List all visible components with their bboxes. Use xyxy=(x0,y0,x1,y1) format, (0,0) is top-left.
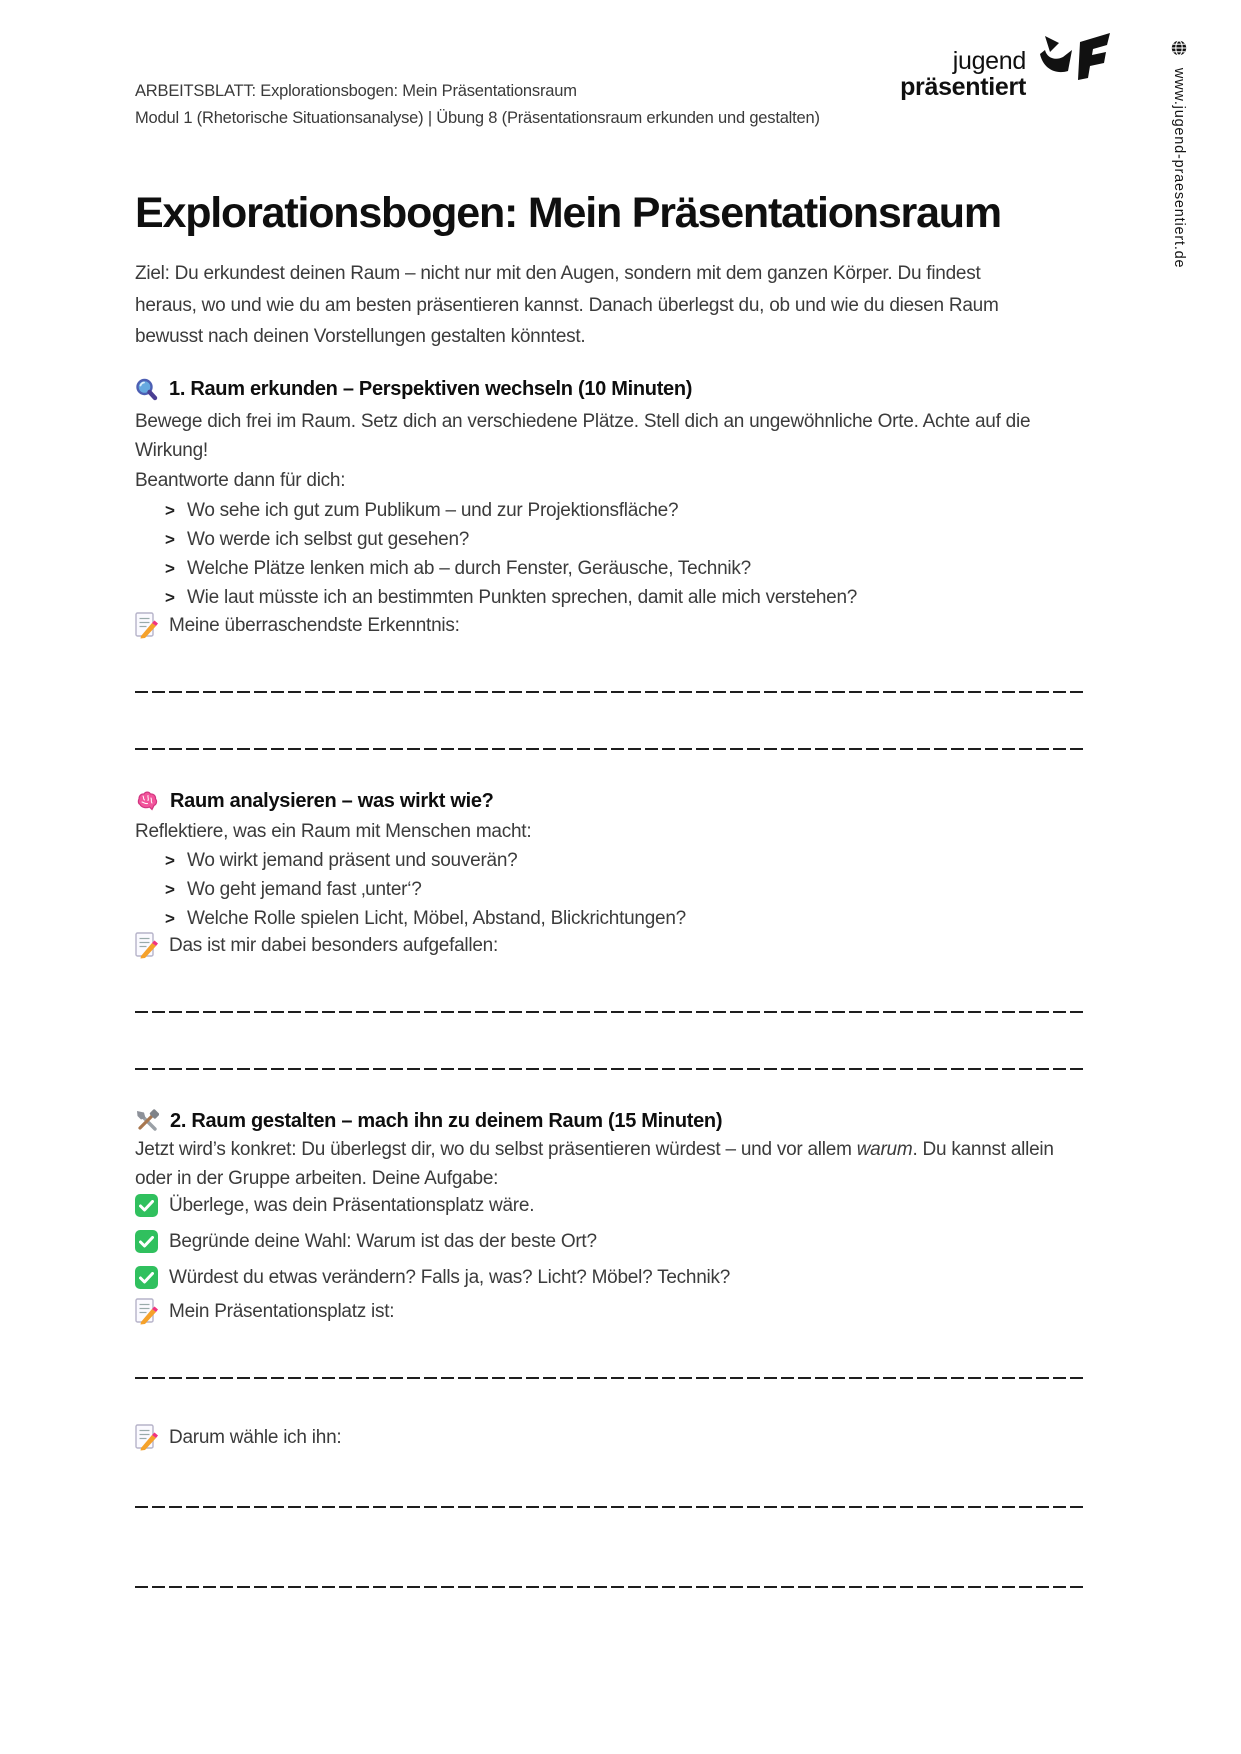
header-line-module: Modul 1 (Rhetorische Situationsanalyse) | Übung 8 (Präsentationsraum erkunden und gestalten) xyxy=(135,109,820,127)
list-item xyxy=(135,583,857,612)
logo-word-jugend: jugend xyxy=(952,47,1026,75)
chevron-bullet-icon: > xyxy=(165,559,175,578)
jugend-praesentiert-logo xyxy=(900,30,1113,100)
list-item xyxy=(135,525,469,554)
memo-pencil-icon xyxy=(135,932,159,967)
list-item xyxy=(135,496,678,525)
task-text: Überlege, was dein Präsentationsplatz wäre. xyxy=(169,1195,535,1216)
section1-heading: 1. Raum erkunden – Perspektiven wechseln (10 Minuten) xyxy=(169,378,693,400)
section2-lead-in: Reflektiere, was ein Raum mit Menschen macht: xyxy=(135,821,532,842)
task-item xyxy=(135,1228,597,1255)
task-text: Begründe deine Wahl: Warum ist das der beste Ort? xyxy=(169,1231,597,1252)
prompt-row xyxy=(135,612,460,647)
write-in-line xyxy=(135,691,1085,693)
emphasized-word: warum xyxy=(856,1139,913,1160)
section2-heading: Raum analysieren – was wirkt wie? xyxy=(170,790,494,812)
section2-heading-row xyxy=(135,786,494,816)
section1-lead-in: Beantworte dann für dich: xyxy=(135,470,346,491)
brain-icon xyxy=(135,790,159,812)
prompt-row xyxy=(135,1298,394,1333)
list-item xyxy=(135,846,517,875)
task-item xyxy=(135,1264,730,1291)
check-icon xyxy=(135,1266,158,1289)
write-in-line xyxy=(135,1377,1085,1379)
globe-icon xyxy=(1171,40,1187,56)
site-url-vertical xyxy=(1171,40,1187,268)
chevron-bullet-icon: > xyxy=(165,588,175,607)
bullet-text: Wie laut müsste ich an bestimmten Punkten sprechen, damit alle mich verstehen? xyxy=(187,587,858,608)
document-header xyxy=(135,78,820,132)
list-item xyxy=(135,904,686,933)
bullet-text: Wo geht jemand fast ‚unter‘? xyxy=(187,879,422,900)
logo-word-praesentiert: präsentiert xyxy=(900,73,1026,101)
memo-pencil-icon xyxy=(135,612,159,647)
bullet-text: Welche Rolle spielen Licht, Möbel, Abstand, Blickrichtungen? xyxy=(187,908,686,929)
list-item xyxy=(135,875,422,904)
section1-heading-row xyxy=(135,374,692,404)
header-line-worksheet: ARBEITSBLATT: Explorationsbogen: Mein Präsentationsraum xyxy=(135,82,577,100)
paragraph-text: . Du kannst allein oder in der Gruppe arbeiten. Deine Aufgabe: xyxy=(135,1139,1054,1189)
chevron-bullet-icon: > xyxy=(165,530,175,549)
section3-heading: 2. Raum gestalten – mach ihn zu deinem Raum (15 Minuten) xyxy=(170,1110,723,1132)
list-item xyxy=(135,554,751,583)
write-in-line xyxy=(135,1506,1085,1508)
bullet-text: Wo wirkt jemand präsent und souverän? xyxy=(187,850,518,871)
paragraph-text: Jetzt wird’s konkret: Du überlegst dir, wo du selbst präsentieren würdest – und vor allem xyxy=(135,1139,857,1160)
intro-paragraph: Ziel: Du erkundest deinen Raum – nicht nur mit den Augen, sondern mit dem ganzen Körper. Du findest heraus, wo und wie du am besten präsentieren kannst. Danach überlegst du, ob und wie du diesen Raum bewusst nach deinen Vorstellungen gestalten könntest. xyxy=(135,263,999,347)
task-item xyxy=(135,1192,534,1219)
memo-pencil-icon xyxy=(135,1298,159,1333)
write-in-line xyxy=(135,748,1085,750)
section3-paragraph xyxy=(135,1136,1085,1193)
site-url-text: www.jugend-praesentiert.de xyxy=(1171,67,1187,269)
chevron-bullet-icon: > xyxy=(165,501,175,520)
check-icon xyxy=(135,1230,158,1253)
logo-wordmark xyxy=(900,30,1026,100)
hammer-wrench-icon xyxy=(135,1109,159,1133)
bullet-text: Wo werde ich selbst gut gesehen? xyxy=(187,529,470,550)
prompt-row xyxy=(135,1424,341,1459)
memo-pencil-icon xyxy=(135,1424,159,1459)
jugend-praesentiert-logo-mark-icon xyxy=(1035,30,1113,95)
magnifier-icon xyxy=(135,378,158,401)
bullet-text: Wo sehe ich gut zum Publikum – und zur Projektionsfläche? xyxy=(187,500,679,521)
check-icon xyxy=(135,1194,158,1217)
chevron-bullet-icon: > xyxy=(165,880,175,899)
write-in-line xyxy=(135,1068,1085,1070)
write-in-line xyxy=(135,1586,1085,1588)
write-in-line xyxy=(135,1011,1085,1013)
section1-paragraph: Bewege dich frei im Raum. Setz dich an verschiedene Plätze. Stell dich an ungewöhnliche Orte. Achte auf die Wirkung! xyxy=(135,411,1031,461)
chevron-bullet-icon: > xyxy=(165,851,175,870)
task-text: Würdest du etwas verändern? Falls ja, was? Licht? Möbel? Technik? xyxy=(169,1267,731,1288)
chevron-bullet-icon: > xyxy=(165,909,175,928)
prompt-row xyxy=(135,932,498,967)
prompt-label: Meine überraschendste Erkenntnis: xyxy=(169,615,460,636)
prompt-label: Darum wähle ich ihn: xyxy=(169,1427,342,1448)
section3-heading-row xyxy=(135,1106,722,1136)
prompt-label: Mein Präsentationsplatz ist: xyxy=(169,1301,395,1322)
bullet-text: Welche Plätze lenken mich ab – durch Fenster, Geräusche, Technik? xyxy=(187,558,751,579)
prompt-label: Das ist mir dabei besonders aufgefallen: xyxy=(169,935,499,956)
page-title: Explorationsbogen: Mein Präsentationsraum xyxy=(135,189,1001,237)
